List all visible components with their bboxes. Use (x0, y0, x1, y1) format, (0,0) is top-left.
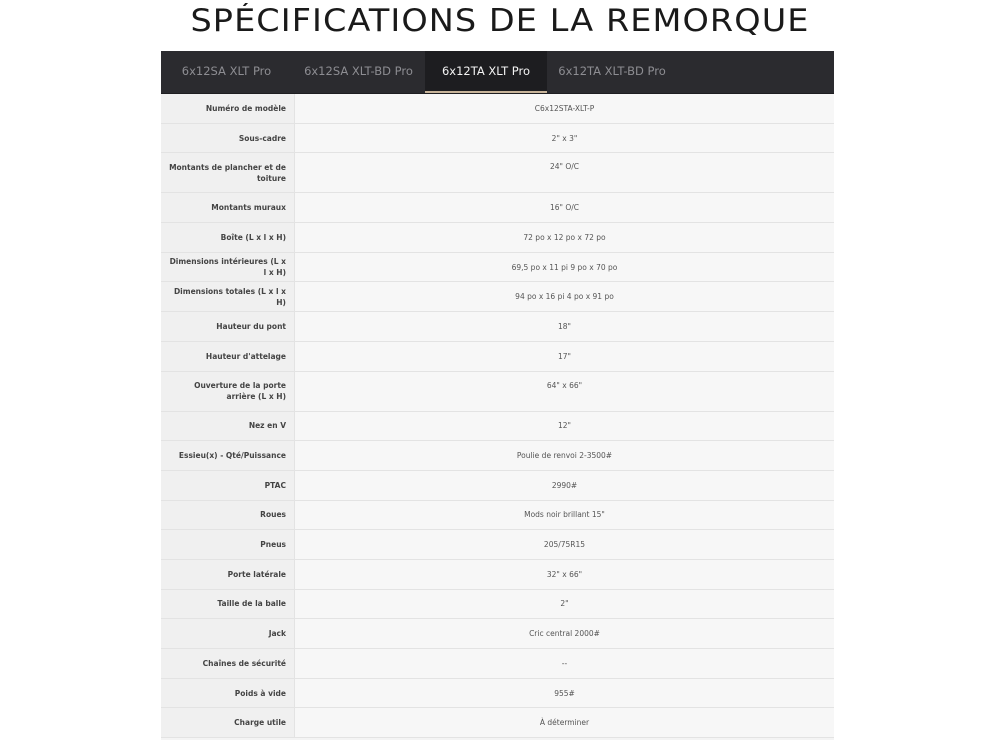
page-title: SPÉCIFICATIONS DE LA REMORQUE (190, 3, 810, 39)
table-row (161, 253, 834, 283)
table-row (161, 471, 834, 501)
spec-value: 12" (295, 412, 834, 441)
spec-label: Dimensions intérieures (L x l x H) (161, 253, 295, 282)
table-row (161, 372, 834, 412)
spec-value: 2" (295, 590, 834, 619)
table-row (161, 708, 834, 738)
table-row (161, 649, 834, 679)
spec-value: 955# (295, 679, 834, 708)
table-row (161, 590, 834, 620)
tab-6x12sa-xlt-pro[interactable]: 6x12SA XLT Pro (181, 64, 272, 78)
spec-value: 16" O/C (295, 193, 834, 222)
spec-table (161, 94, 834, 738)
spec-value: Mods noir brillant 15" (295, 501, 834, 530)
spec-value: -- (295, 649, 834, 678)
spec-label: Hauteur d'attelage (161, 342, 295, 371)
specs-panel (161, 51, 834, 740)
spec-label: Poids à vide (161, 679, 295, 708)
spec-label: Jack (161, 619, 295, 648)
tab-6x12sa-xlt-bd-pro[interactable]: 6x12SA XLT-BD Pro (304, 64, 413, 78)
spec-label: Taille de la balle (161, 590, 295, 619)
table-row (161, 94, 834, 124)
table-row (161, 223, 834, 253)
spec-label: Hauteur du pont (161, 312, 295, 341)
spec-value: 69,5 po x 11 pi 9 po x 70 po (295, 253, 834, 282)
table-row (161, 282, 834, 312)
spec-label: Montants de plancher et de toiture (161, 153, 295, 192)
spec-value: 18" (295, 312, 834, 341)
spec-label: Roues (161, 501, 295, 530)
model-tab-bar (161, 51, 834, 94)
spec-label: Ouverture de la porte arrière (L x H) (161, 372, 295, 411)
table-row (161, 679, 834, 709)
tab-6x12ta-xlt-pro[interactable]: 6x12TA XLT Pro (425, 51, 547, 93)
table-row (161, 312, 834, 342)
spec-label: Chaînes de sécurité (161, 649, 295, 678)
table-row (161, 530, 834, 560)
table-row (161, 560, 834, 590)
spec-value: 24" O/C (295, 153, 834, 192)
table-row (161, 342, 834, 372)
spec-value: 2" x 3" (295, 124, 834, 153)
spec-label: Charge utile (161, 708, 295, 737)
table-row (161, 193, 834, 223)
tab-6x12ta-xlt-bd-pro[interactable]: 6x12TA XLT-BD Pro (558, 64, 666, 78)
spec-value: C6x12STA-XLT-P (295, 94, 834, 123)
spec-label: Sous-cadre (161, 124, 295, 153)
spec-value: 64" x 66" (295, 372, 834, 411)
spec-value: Cric central 2000# (295, 619, 834, 648)
spec-value: 72 po x 12 po x 72 po (295, 223, 834, 252)
spec-label: Porte latérale (161, 560, 295, 589)
spec-label: Dimensions totales (L x l x H) (161, 282, 295, 311)
spec-value: 32" x 66" (295, 560, 834, 589)
spec-value: Poulie de renvoi 2-3500# (295, 441, 834, 470)
spec-label: PTAC (161, 471, 295, 500)
spec-value: 94 po x 16 pi 4 po x 91 po (295, 282, 834, 311)
spec-value: 17" (295, 342, 834, 371)
spec-label: Boîte (L x l x H) (161, 223, 295, 252)
spec-label: Nez en V (161, 412, 295, 441)
spec-value: À déterminer (295, 708, 834, 737)
table-row (161, 412, 834, 442)
table-row (161, 619, 834, 649)
table-row (161, 124, 834, 154)
table-row (161, 153, 834, 193)
spec-value: 2990# (295, 471, 834, 500)
table-row (161, 501, 834, 531)
table-row (161, 441, 834, 471)
spec-value: 205/75R15 (295, 530, 834, 559)
spec-label: Essieu(x) - Qté/Puissance (161, 441, 295, 470)
spec-label: Numéro de modèle (161, 94, 295, 123)
spec-label: Pneus (161, 530, 295, 559)
spec-label: Montants muraux (161, 193, 295, 222)
